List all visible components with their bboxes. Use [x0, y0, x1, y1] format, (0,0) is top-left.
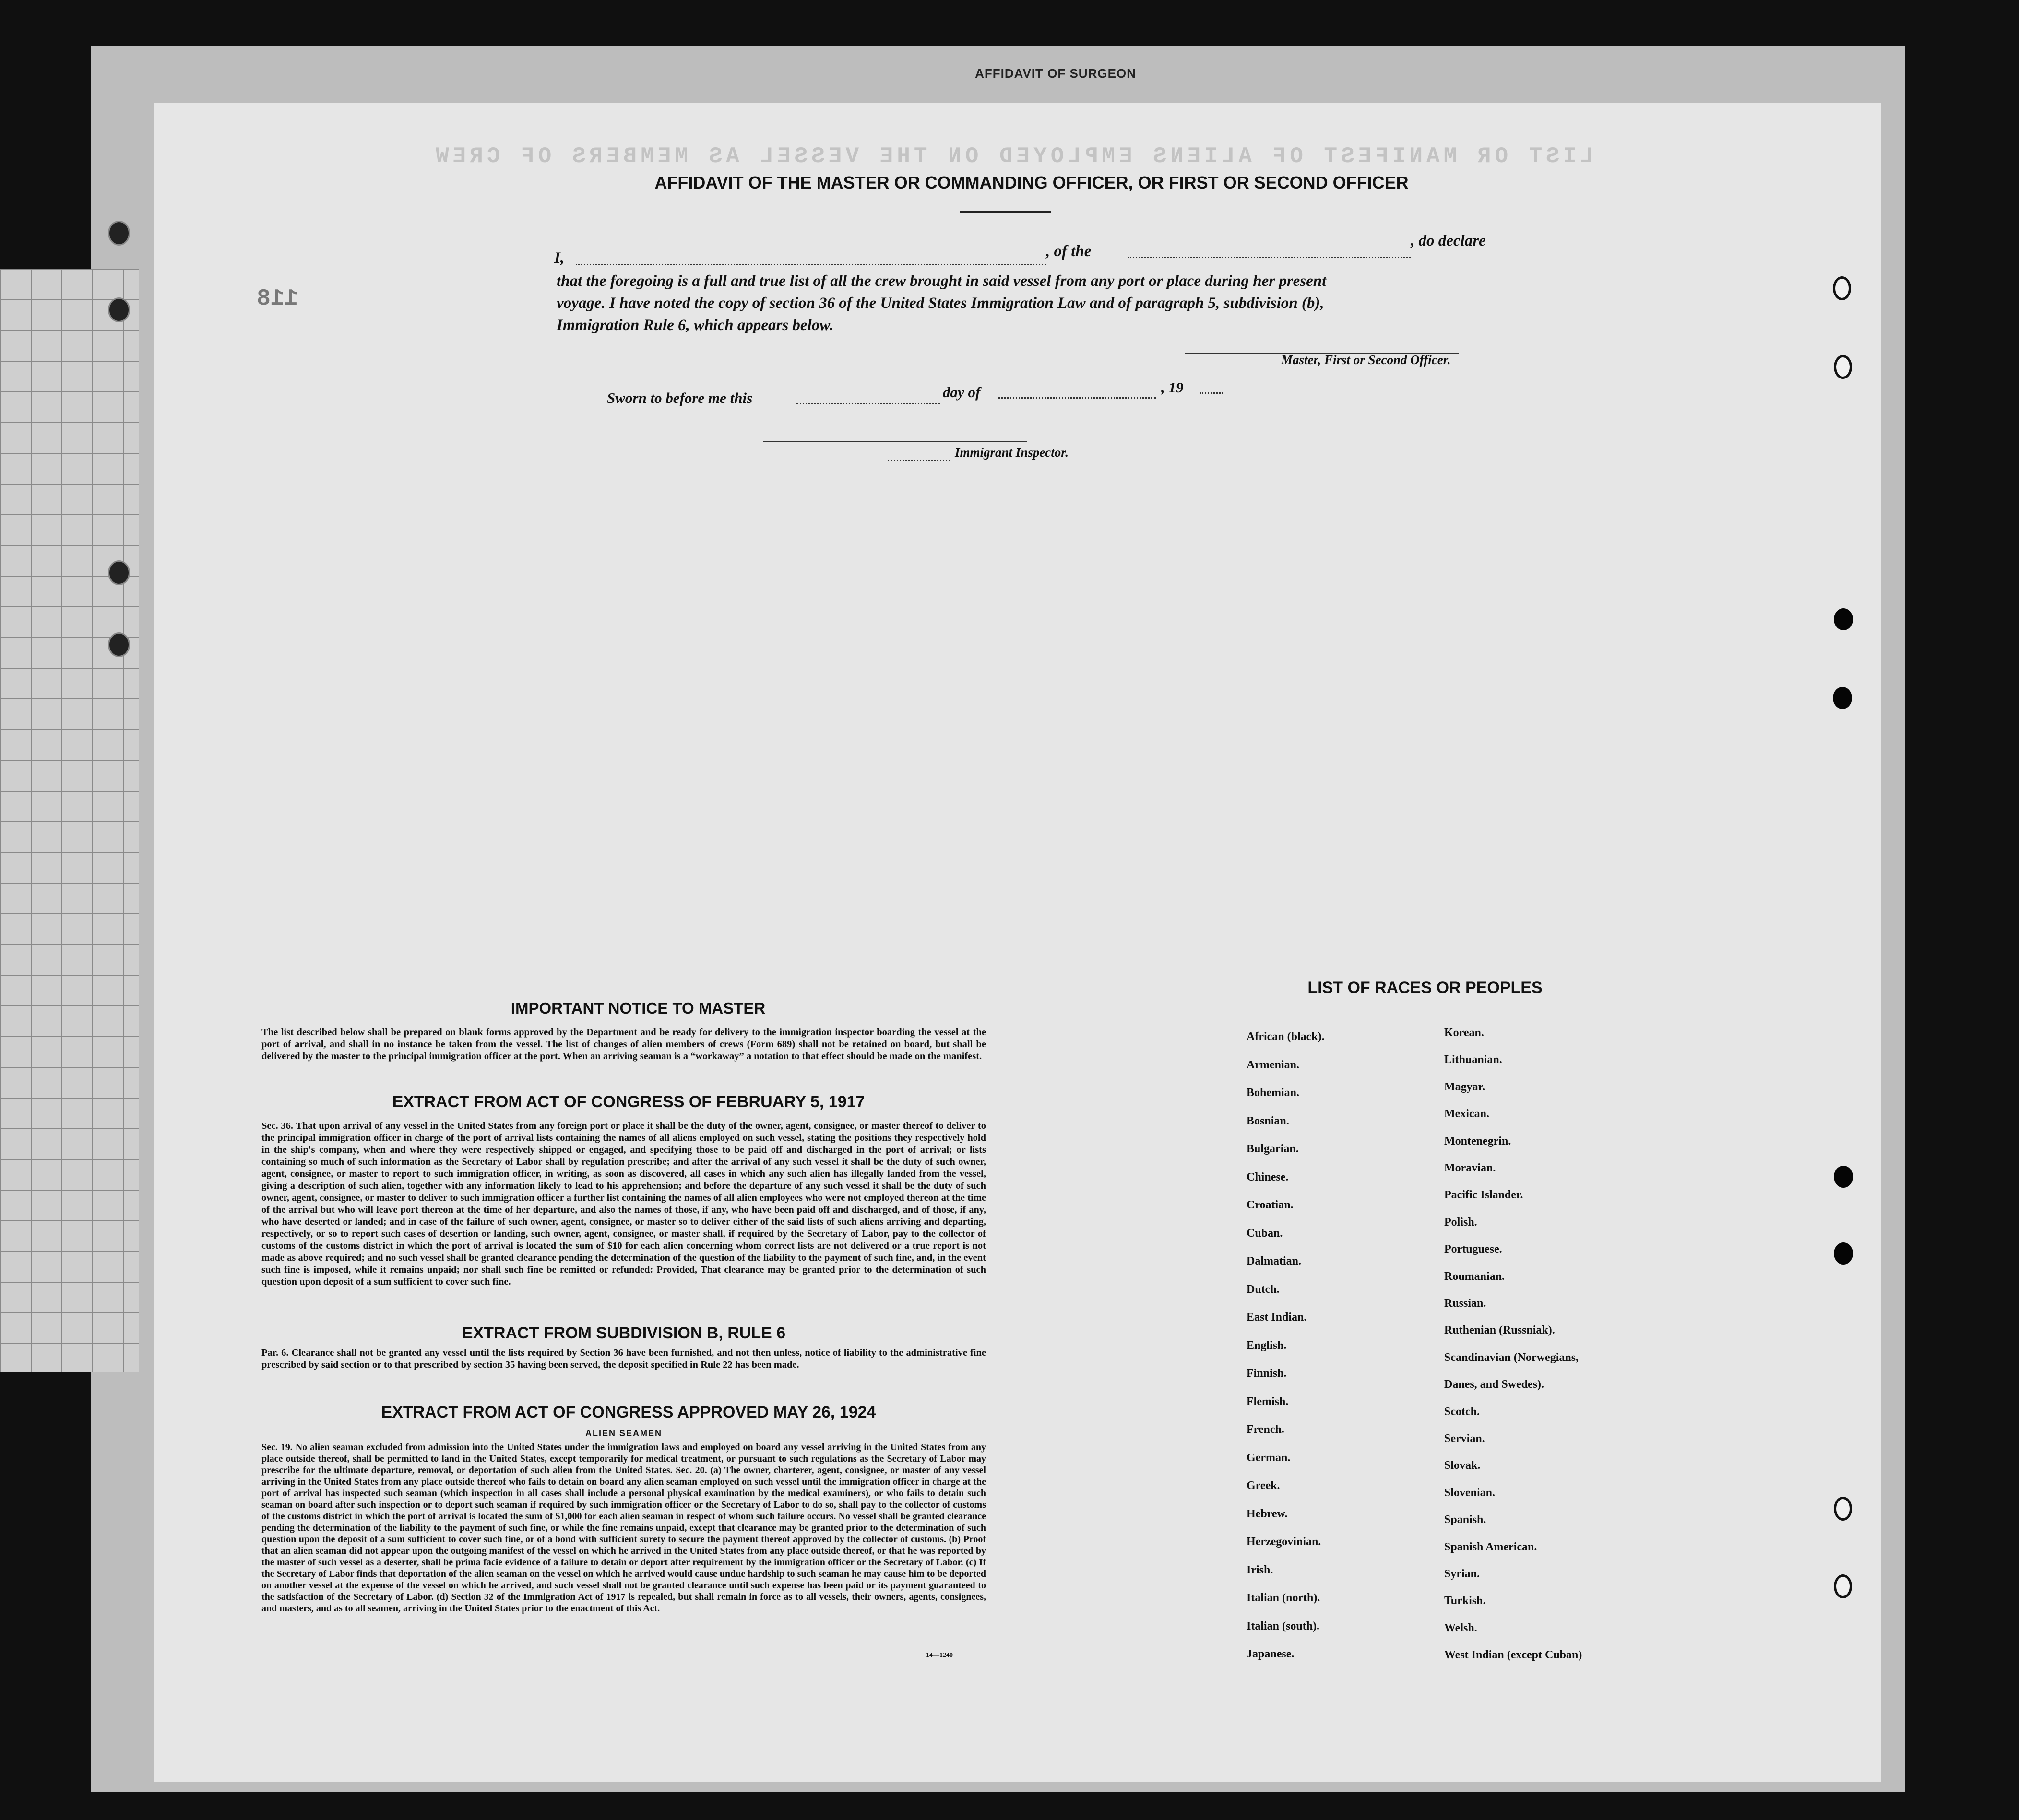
affidavit-do-declare: , do declare — [1411, 232, 1486, 249]
name-line — [576, 264, 1046, 265]
day-of-label: day of — [943, 384, 981, 401]
affidavit-title: AFFIDAVIT OF THE MASTER OR COMMANDING OFFICER, OR FIRST OR SECOND OFFICER — [654, 173, 1409, 192]
race-item: Servian. — [1444, 1432, 1485, 1445]
affidavit-i: I, — [554, 249, 565, 267]
race-item: Herzegovinian. — [1247, 1536, 1321, 1548]
sworn-line — [796, 403, 940, 404]
title-underline — [960, 211, 1051, 213]
race-item: Dutch. — [1247, 1283, 1280, 1296]
race-item: Moravian. — [1444, 1162, 1496, 1174]
race-item: Cuban. — [1247, 1227, 1283, 1240]
race-item: Scotch. — [1444, 1405, 1480, 1418]
race-item: Pacific Islander. — [1444, 1189, 1523, 1202]
sworn-label: Sworn to before me this — [607, 390, 753, 406]
punch-hole — [1834, 355, 1852, 379]
race-item: Croatian. — [1247, 1199, 1294, 1211]
race-item: Hebrew. — [1247, 1507, 1288, 1520]
punch-hole — [1834, 608, 1853, 630]
race-item: Japanese. — [1247, 1648, 1295, 1660]
rule-6-heading: EXTRACT FROM SUBDIVISION B, RULE 6 — [462, 1324, 786, 1342]
act-1924-heading: EXTRACT FROM ACT OF CONGRESS APPROVED MAY 26, 1924 — [381, 1403, 876, 1421]
race-item: Ruthenian (Russniak). — [1444, 1324, 1555, 1337]
race-item: Slovak. — [1444, 1459, 1481, 1472]
notice-heading: IMPORTANT NOTICE TO MASTER — [511, 999, 766, 1017]
affidavit-line-3: voyage. I have noted the copy of section 36 of the United States Immigration Law and of paragraph 5, subdivision (b), — [557, 295, 1324, 312]
race-item: Welsh. — [1444, 1621, 1477, 1634]
punch-hole — [1833, 276, 1851, 300]
underlying-header: AFFIDAVIT OF SURGEON — [975, 66, 1136, 81]
inspector-line — [763, 441, 1027, 442]
race-item: Chinese. — [1247, 1170, 1289, 1183]
bleed-through: LIST OR MANIFEST OF ALIENS EMPLOYED ON THE VESSEL AS MEMBERS OF CREW — [432, 144, 1594, 169]
race-item: Bohemian. — [1247, 1087, 1300, 1099]
race-item: Italian (south). — [1247, 1619, 1320, 1632]
race-item: West Indian (except Cuban) — [1444, 1649, 1582, 1662]
race-item: Spanish American. — [1444, 1540, 1537, 1553]
race-item: Lithuanian. — [1444, 1053, 1502, 1066]
stamp-number: 118 — [257, 286, 298, 312]
punch-hole — [1834, 1574, 1852, 1598]
rule-6-text: Par. 6. Clearance shall not be granted any vessel until the lists required by Section 36 have been furnished, and not then unless, notice of liability to the administrative fine prescribed by said section or to that prescribed by section 35 having been served, the deposit specified in Rule 22 has been made. — [261, 1347, 986, 1370]
year-line — [1200, 392, 1223, 394]
punch-hole — [1834, 1166, 1853, 1188]
race-item: English. — [1247, 1339, 1287, 1352]
notice-text: The list described below shall be prepared on blank forms approved by the Department and be ready for delivery to the immigration inspector boarding the vessel at the port of arrival, and shall in no instance be taken from the vessel. The list of changes of alien members of crews (Form 689) shall not be retained on board, but shall be delivered by the master to the principal immigration officer at the port. When an arriving seaman is a “workaway” a notation to that effect should be made on the manifest. — [261, 1027, 986, 1062]
race-item: Italian (north). — [1247, 1592, 1320, 1604]
punch-hole — [1834, 1242, 1853, 1265]
form-number: 14—1240 — [926, 1652, 953, 1659]
inspector-label: Immigrant Inspector. — [955, 445, 1069, 460]
race-item: Scandinavian (Norwegians, — [1444, 1351, 1579, 1364]
vessel-line — [1128, 257, 1411, 258]
race-item: Roumanian. — [1444, 1270, 1505, 1283]
day-line — [998, 397, 1156, 399]
punch-hole — [108, 560, 130, 585]
race-item: Mexican. — [1444, 1108, 1489, 1121]
race-item: Greek. — [1247, 1479, 1280, 1492]
race-item: Danes, and Swedes). — [1444, 1378, 1544, 1391]
race-item: Polish. — [1444, 1216, 1477, 1229]
race-item: Montenegrin. — [1444, 1135, 1511, 1147]
year-label: , 19 — [1161, 379, 1184, 396]
punch-hole — [1834, 1497, 1852, 1521]
race-item: Portuguese. — [1444, 1243, 1502, 1256]
punch-hole — [108, 297, 130, 322]
race-item: Slovenian. — [1444, 1486, 1496, 1499]
punch-hole — [108, 632, 130, 657]
race-item: Russian. — [1444, 1297, 1486, 1310]
race-item: Dalmatian. — [1247, 1255, 1301, 1267]
act-1924-text: Sec. 19. No alien seaman excluded from admission into the United States under the immigration laws and employed on board any vessel arriving in the United States from any place outside thereof, shall be permitted to land in the United States, except temporarily for medical treatment, or pursuant to such regulations as the Secretary of Labor may prescribe for the ultimate departure, removal, or deportation of such alien from the United States. Sec. 20. (a) The owner, charterer, agent, consignee, or master of any vessel arriving in the United States from any place outside thereof who fails to detain on board any alien seaman employed on such vessel until the immigration officer in charge at the port of arrival has inspected such seaman (which inspection in all cases shall include a personal physical examination by the medical examiners), or who fails to detain such seaman on board after such inspection or to deport such seaman if required by such immigration officer or the Secretary of Labor to do so, shall pay to the collector of customs of the customs district in which the port of arrival is located the sum of $1,000 for each alien seaman in respect of whom such failure occurs. No vessel shall be granted clearance pending the determination of the liability to the payment of such fine, or while the fine remains unpaid, except that clearance may be granted prior to the determination of such question upon the deposit of a sum sufficient to cover such fine, or of a bond with sufficient surety to secure the payment thereof approved by the collector of customs. (b) Proof that an alien seaman did not appear upon the outgoing manifest of the vessel on which he arrived in the United States from any place outside thereof, or that he was reported by the master of such vessel as a deserter, shall be prima facie evidence of a failure to detain or deport after requirement by the immigration officer or the Secretary of Labor. (c) If the Secretary of Labor finds that deportation of the alien seaman on the vessel on which he arrived would cause undue hardship to such seaman he may cause him to be deported on another vessel at the expense of the vessel on which he arrived, and such vessel shall not be granted clearance until such expense has been paid or its payment guaranteed to the satisfaction of the Secretary of Labor. (d) Section 32 of the Immigration Act of 1917 is repealed, but shall remain in force as to all vessels, their owners, agents, consignees, and masters, and as to all seamen, arriving in the United States prior to the enactment of this Act. — [261, 1442, 986, 1614]
affidavit-line-2: that the foregoing is a full and true list of all the crew brought in said vessel from any port or place during her present — [557, 272, 1327, 290]
act-1917-text: Sec. 36. That upon arrival of any vessel in the United States from any foreign port or place it shall be the duty of the owner, agent, consignee, or master thereof to deliver to the principal immigration officer in charge of the port of arrival lists containing the names of all aliens employed on such vessel, stating the positions they respectively hold in the ship's company, when and where they were respectively shipped or engaged, and specifying those to be paid off and discharged in the port of arrival; or lists containing so much of such information as the Secretary of Labor shall by regulation prescribe; and after the arrival of any such vessel it shall be the duty of such owner, agent, consignee, or master to report to such immigration officer, in writing, as soon as discovered, all cases in which any such alien has illegally landed from the vessel, giving a description of such alien, together with any information likely to lead to his apprehension; and before the departure of any such vessel it shall be the duty of such owner, agent, consignee, or master to deliver to such immigration officer a further list containing the names of all alien employees who were not employed thereon at the time of the arrival but who will leave port thereon at the time of her departure, and also the names of those, if any, who have been paid off and discharged, and of those, if any, who have deserted or landed; and in case of the failure of such owner, agent, consignee, or master so to deliver either of the said lists of such aliens arriving and departing, respectively, or so to report such cases of desertion or landing, such owner, agent, consignee, or master shall, if required by the Secretary of Labor, pay to the collector of customs of the customs district in which the port of arrival is located the sum of $10 for each alien concerning whom correct lists are not delivered or a true report is not made as above required; and no such vessel shall be granted clearance pending the determination of the question of the liability to the payment of such fine, and, in the event such fine is imposed, while it remains unpaid; nor shall such fine be remitted or refunded: Provided, That clearance may be granted prior to the determination of such question upon deposit of a sum sufficient to cover such fine. — [261, 1121, 986, 1287]
race-item: Syrian. — [1444, 1568, 1480, 1580]
race-item: Flemish. — [1247, 1395, 1289, 1408]
inspector-line-2 — [888, 460, 950, 461]
race-item: Turkish. — [1444, 1595, 1486, 1607]
race-item: East Indian. — [1247, 1311, 1307, 1324]
race-item: Bosnian. — [1247, 1114, 1289, 1127]
race-item: Finnish. — [1247, 1367, 1287, 1380]
race-item: Spanish. — [1444, 1513, 1486, 1526]
affidavit-line-4: Immigration Rule 6, which appears below. — [557, 317, 834, 334]
affidavit-of-the: , of the — [1046, 243, 1092, 260]
race-item: African (black). — [1247, 1030, 1325, 1043]
race-item: Magyar. — [1444, 1080, 1485, 1093]
race-item: Irish. — [1247, 1563, 1273, 1576]
act-1917-heading: EXTRACT FROM ACT OF CONGRESS OF FEBRUARY 5, 1917 — [392, 1093, 865, 1111]
punch-hole — [1833, 687, 1852, 709]
race-item: German. — [1247, 1451, 1291, 1464]
race-item: Korean. — [1444, 1027, 1484, 1039]
races-heading: LIST OF RACES OR PEOPLES — [1307, 979, 1543, 997]
master-label: Master, First or Second Officer. — [1281, 353, 1451, 367]
race-item: Armenian. — [1247, 1058, 1299, 1071]
race-item: Bulgarian. — [1247, 1143, 1299, 1155]
alien-seamen-heading: ALIEN SEAMEN — [585, 1429, 662, 1438]
race-item: French. — [1247, 1423, 1284, 1436]
punch-hole — [108, 221, 130, 246]
